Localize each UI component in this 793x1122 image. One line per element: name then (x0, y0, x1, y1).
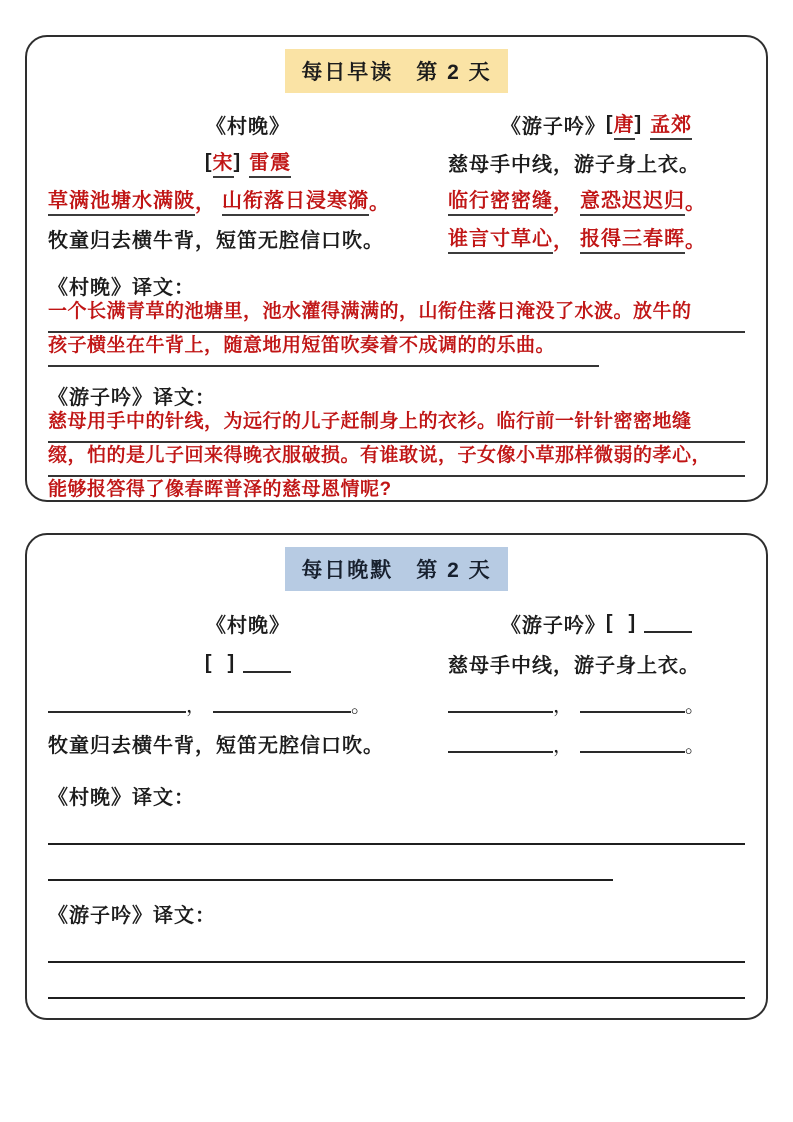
writing-line (48, 927, 745, 963)
evening-badge-row (48, 535, 745, 591)
period: 。 (685, 229, 706, 252)
comma: ， (553, 229, 574, 252)
evening-youzi-title-line (448, 603, 745, 643)
youzi-title: 《游子吟》 (500, 115, 606, 138)
youzi-line3-phrase2: 报得三春晖 (580, 222, 685, 254)
writing-line (48, 999, 745, 1020)
youzi-author: 孟郊 (650, 108, 692, 140)
cunwan-line1-phrase1: 草满池塘水满陂 (48, 184, 195, 216)
writing-line (48, 845, 613, 881)
youzi-translation-line3: 能够报答得了像春晖普泽的慈母恩情呢? (48, 477, 745, 502)
comma: ， (186, 694, 207, 717)
cunwan-author: 雷震 (249, 146, 291, 178)
evening-youzi-column (448, 603, 745, 763)
comma: ， (553, 734, 574, 757)
fill-blank (580, 733, 685, 753)
writing-line (48, 809, 745, 845)
evening-cunwan-line2: 牧童归去横牛背，短笛无腔信口吹。 (48, 734, 384, 757)
dynasty-fill-blank (614, 613, 629, 633)
evening-youzi-line1: 慈母手中线，游子身上衣。 (448, 654, 700, 677)
evening-cunwan-column (48, 603, 448, 763)
cunwan-translation-line2: 孩子横坐在牛背上，随意地用短笛吹奏着不成调的的乐曲。 (48, 333, 599, 367)
morning-youzi-column (448, 105, 745, 257)
evening-poem-grid (48, 603, 745, 763)
bracket-close: ] (227, 651, 236, 674)
comma: ， (195, 191, 216, 214)
youzi-translation-label: 《游子吟》译文： (48, 387, 216, 409)
bracket-close: ] (628, 611, 637, 634)
fill-blank (48, 693, 186, 713)
cunwan-author-line (48, 143, 448, 181)
bracket-close: ] (634, 112, 643, 135)
evening-cunwan-translation-label: 《村晚》译文： (48, 787, 195, 809)
morning-reading-card (25, 35, 768, 502)
author-fill-blank (644, 613, 692, 633)
comma: ， (553, 694, 574, 717)
youzi-line1: 慈母手中线，游子身上衣。 (448, 153, 700, 176)
comma: ， (553, 191, 574, 214)
evening-dictation-card (25, 533, 768, 1020)
youzi-line3-phrase1: 谁言寸草心 (448, 222, 553, 254)
evening-youzi-title: 《游子吟》 (500, 614, 606, 637)
fill-blank (448, 733, 553, 753)
cunwan-line1 (48, 181, 448, 219)
evening-youzi-translation-label: 《游子吟》译文： (48, 905, 216, 927)
writing-line (48, 963, 745, 999)
bracket-open: [ (605, 611, 614, 634)
bracket-open: [ (204, 651, 213, 674)
evening-cunwan-author-blank (48, 643, 448, 683)
youzi-line2-phrase2: 意恐迟迟归 (580, 184, 685, 216)
youzi-dynasty: 唐 (614, 108, 635, 140)
evening-youzi-line2-blanks (448, 683, 745, 723)
youzi-line3 (448, 219, 745, 257)
period: 。 (685, 734, 706, 757)
author-fill-blank (243, 653, 291, 673)
evening-youzi-line3-blanks (448, 723, 745, 763)
morning-poem-grid (48, 105, 745, 257)
fill-blank (213, 693, 351, 713)
cunwan-translation-label: 《村晚》译文： (48, 277, 195, 299)
dynasty-fill-blank (213, 653, 228, 673)
morning-title-badge: 每日早读 第 2 天 (285, 49, 507, 93)
cunwan-title: 《村晚》 (206, 115, 290, 138)
cunwan-dynasty: 宋 (213, 146, 234, 178)
period: 。 (369, 191, 390, 214)
period: 。 (685, 694, 706, 717)
youzi-line2 (448, 181, 745, 219)
youzi-translation-line1: 慈母用手中的针线，为远行的儿子赶制身上的衣衫。临行前一针针密密地缝 (48, 409, 745, 443)
evening-title-badge: 每日晚默 第 2 天 (285, 547, 507, 591)
bracket-open: [ (605, 112, 614, 135)
youzi-line2-phrase1: 临行密密缝 (448, 184, 553, 216)
morning-badge-row (48, 37, 745, 93)
bracket-close: ] (233, 150, 242, 173)
bracket-open: [ (204, 150, 213, 173)
period: 。 (351, 694, 372, 717)
youzi-translation-line2: 缀，怕的是儿子回来得晚衣服破损。有谁敢说，子女像小草那样微弱的孝心， (48, 443, 745, 477)
cunwan-line1-phrase2: 山衔落日浸寒漪 (222, 184, 369, 216)
morning-cunwan-column (48, 105, 448, 257)
cunwan-line2: 牧童归去横牛背，短笛无腔信口吹。 (48, 229, 384, 252)
youzi-title-line (448, 105, 745, 143)
cunwan-translation-line1: 一个长满青草的池塘里，池水灌得满满的，山衔住落日淹没了水波。放牛的 (48, 299, 745, 333)
fill-blank (448, 693, 553, 713)
evening-cunwan-title: 《村晚》 (206, 614, 290, 637)
fill-blank (580, 693, 685, 713)
period: 。 (685, 191, 706, 214)
evening-cunwan-line1-blanks (48, 683, 448, 723)
